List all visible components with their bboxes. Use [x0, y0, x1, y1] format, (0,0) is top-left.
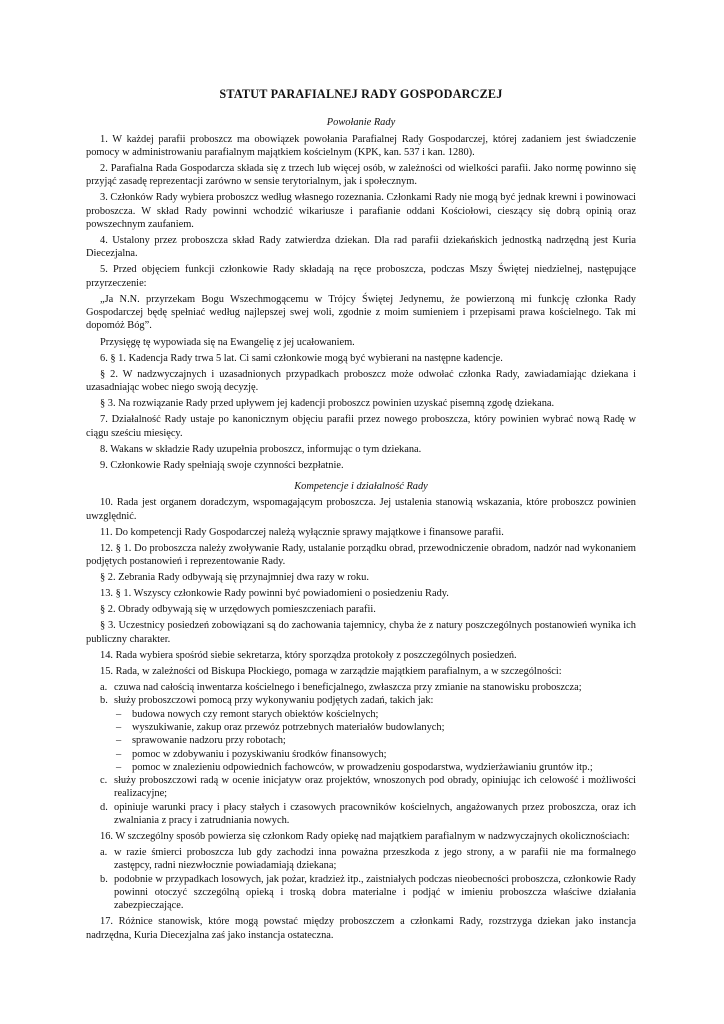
list-item — [86, 694, 636, 707]
section-heading-appointment: Powołanie Rady — [326, 117, 396, 129]
dash-item-text: sprawowanie nadzoru przy robotach; — [132, 735, 286, 747]
dash-item — [86, 748, 636, 761]
paragraph: 13. § 1. Wszyscy członkowie Rady powinni być powiadomieni o posiedzeniu Rady. — [100, 588, 449, 600]
dash-marker: – — [116, 748, 122, 760]
paragraph: 7. Działalność Rady ustaje po kanonicznym objęciu parafii przez nowego proboszcza, który powinien wybrać nową Radę w ciągu sześciu miesięcy. — [86, 414, 636, 439]
list-item — [86, 873, 636, 913]
paragraph: 5. Przed objęciem funkcji członkowie Rady składają na ręce proboszcza, podczas Mszy Świętej niedzielnej, następujące przyrzeczenie: — [86, 264, 636, 289]
paragraph: § 2. Obrady odbywają się w urzędowych pomieszczeniach parafii. — [100, 604, 376, 616]
paragraph: § 2. W nadzwyczajnych i uzasadnionych przypadkach proboszcz może odwołać członka Rady, zawiadamiając dziekana i uzasadniając wobec niego swoją decyzję. — [86, 368, 636, 394]
paragraph: 3. Członków Rady wybiera proboszcz według własnego rozeznania. Członkami Rady nie mogą być jednak krewni i powinowaci proboszcza. W skład Rady powinni wchodzić wikariusze i parafianie oddani Kościołowi, cieszący się dobrą opinią oraz powszechnym zaufaniem. — [86, 192, 636, 230]
list-marker: d. — [100, 801, 108, 813]
list-item-text: opiniuje warunki pracy i płacy stałych i czasowych pracowników kościelnych, angażowanych przez proboszcza, oraz ich zwalniania z pracy i zatrudniania nowych. — [114, 801, 636, 826]
list-item — [86, 774, 636, 801]
paragraph: 17. Różnice stanowisk, które mogą powstać między proboszczem a członkami Rady, rozstrzyga dziekan jako instancja nadrzędna, Kuria Diecezjalna zaś jako instancja ostateczna. — [86, 916, 636, 941]
list-item — [86, 846, 636, 873]
dash-item — [86, 761, 636, 774]
paragraph: 6. § 1. Kadencja Rady trwa 5 lat. Ci sami członkowie mogą być wybierani na następne kadencje. — [100, 352, 503, 364]
dash-item-text: pomoc w znalezieniu odpowiednich fachowców, w prowadzeniu gospodarstwa, wydzierżawianiu gruntów itp.; — [132, 761, 593, 773]
paragraph: 12. § 1. Do proboszcza należy zwoływanie Rady, ustalanie porządku obrad, przewodniczenie obradom, nadzór nad wykonaniem podjętych postanowień i reprezentowanie Rady. — [86, 542, 636, 568]
dash-item-text: wyszukiwanie, zakup oraz przewóz potrzebnych materiałów budowlanych; — [132, 721, 445, 733]
dash-marker: – — [116, 735, 122, 747]
dash-marker: – — [116, 708, 122, 720]
paragraph: 14. Rada wybiera spośród siebie sekretarza, który sporządza protokoły z poszczególnych posiedzeń. — [100, 649, 517, 661]
paragraph: 11. Do kompetencji Rady Gospodarczej należą wyłącznie sprawy majątkowe i finansowe parafii. — [100, 526, 504, 538]
oath-quote: „Ja N.N. przyrzekam Bogu Wszechmogącemu w Trójcy Świętej Jedynemu, że powierzoną mi funkcję członka Rady Gospodarczej będę spełniać według najlepszej swej woli, zgodnie z moim sumieniem i przepisami prawa kościelnego. Tak mi dopomóż Bóg”. — [86, 293, 636, 332]
dash-marker: – — [116, 761, 122, 773]
list-marker: b. — [100, 695, 108, 707]
paragraph: 2. Parafialna Rada Gospodarcza składa się z trzech lub więcej osób, w zależności od wielkości parafii. Jako normę powinno się przyjąć zasadę reprezentacji zarówno w sensie terytorialnym, jak i społecznym. — [86, 162, 636, 188]
list-marker: a. — [100, 847, 108, 859]
list-item — [86, 801, 636, 828]
paragraph: 1. W każdej parafii proboszcz ma obowiązek powołania Parafialnej Rady Gospodarczej, której zadaniem jest świadczenie pomocy w administrowaniu parafialnym majątkiem kościelnym (KPK, kan. 537 i kan. 1280). — [86, 133, 636, 158]
dash-item — [86, 734, 636, 747]
paragraph: 9. Członkowie Rady spełniają swoje czynności bezpłatnie. — [100, 459, 344, 471]
dash-item-text: budowa nowych czy remont starych obiektów kościelnych; — [132, 708, 379, 720]
document-title: STATUT PARAFIALNEJ RADY GOSPODARCZEJ — [219, 87, 503, 101]
list-item-text: czuwa nad całością inwentarza kościelnego i beneficjalnego, zwłaszcza przy zmianie na stanowisku proboszcza; — [114, 682, 582, 694]
dash-item — [86, 708, 636, 721]
list-marker: b. — [100, 873, 108, 885]
list-15 — [86, 681, 636, 827]
list-item — [86, 681, 636, 694]
paragraph: 15. Rada, w zależności od Biskupa Płockiego, pomaga w zarządzie majątkiem parafialnym, a w szczególności: — [100, 665, 562, 677]
paragraph: 8. Wakans w składzie Rady uzupełnia proboszcz, informując o tym dziekana. — [100, 443, 422, 455]
list-marker: a. — [100, 682, 108, 694]
dash-item-text: pomoc w zdobywaniu i pozyskiwaniu środków finansowych; — [132, 748, 387, 760]
paragraph: § 2. Zebrania Rady odbywają się przynajmniej dwa razy w roku. — [100, 572, 369, 584]
list-item-text: w razie śmierci proboszcza lub gdy zachodzi inna poważna przeszkoda z jego strony, a w parafii nie ma formalnego zastępcy, radni niezwłocznie powiadamiają dziekana; — [114, 847, 636, 872]
paragraph: 10. Rada jest organem doradczym, wspomagającym proboszcza. Jej ustalenia stanowią wskazania, które proboszcz powinien uwzględnić. — [86, 497, 636, 522]
paragraph: § 3. Uczestnicy posiedzeń zobowiązani są do zachowania tajemnicy, chyba że z natury poszczególnych postanowień wynika ich publiczny charakter. — [86, 620, 636, 645]
list-item-text: podobnie w przypadkach losowych, jak pożar, kradzież itp., zaistniałych podczas nieobecności proboszcza, członkowie Rady powinni otoczyć szczególną opieką i troską dobra materialne i podjąć w imieniu proboszcza właściwe działania zabezpieczające. — [114, 873, 636, 912]
list-item-text: służy proboszczowi pomocą przy wykonywaniu podjętych zadań, takich jak: — [114, 695, 434, 707]
list-16 — [86, 846, 636, 912]
dash-marker: – — [116, 721, 122, 733]
list-item-text: służy proboszczowi radą w ocenie inicjatyw oraz projektów, wnoszonych pod obrady, opiniując ich celowość i możliwości realizacyjne; — [114, 775, 636, 800]
paragraph: Przysięgę tę wypowiada się na Ewangelię z jej ucałowaniem. — [100, 336, 355, 348]
paragraph: 16. W szczególny sposób powierza się członkom Rady opiekę nad majątkiem parafialnym w nadzwyczajnych okolicznościach: — [100, 831, 630, 843]
paragraph: 4. Ustalony przez proboszcza skład Rady zatwierdza dziekan. Dla rad parafii dziekańskich jednostką nadrzędną jest Kuria Diecezjalna. — [86, 235, 636, 260]
paragraph: § 3. Na rozwiązanie Rady przed upływem jej kadencji proboszcz powinien uzyskać pisemną zgodę dziekana. — [100, 398, 555, 410]
list-marker: c. — [100, 775, 108, 787]
dash-item — [86, 721, 636, 734]
section-heading-competences: Kompetencje i działalność Rady — [294, 480, 428, 492]
